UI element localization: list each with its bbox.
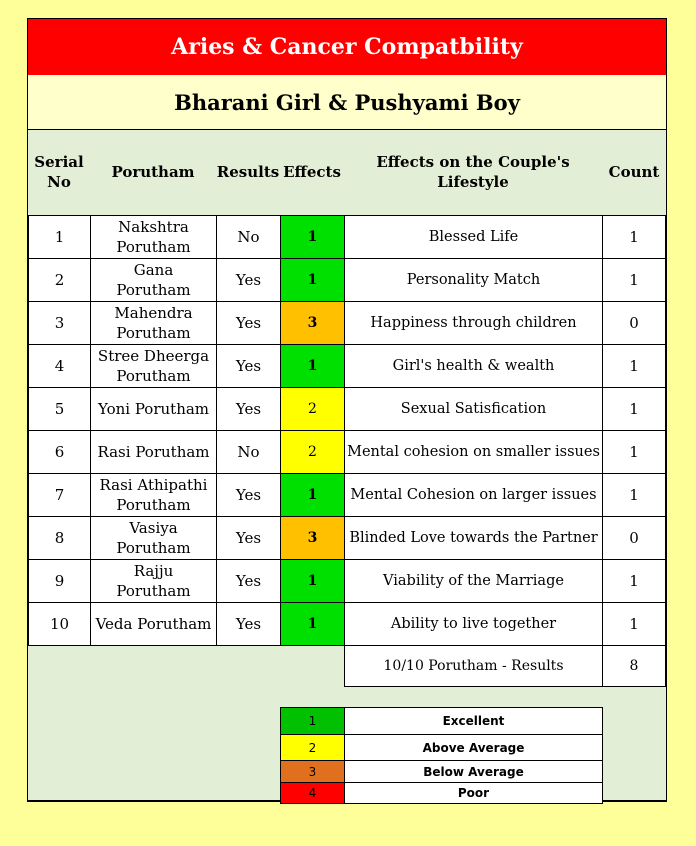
count-cell: 1 [602,559,666,603]
lifestyle-cell: Sexual Satisfication [344,387,603,431]
porutham-cell: Rasi Athipathi Porutham [90,473,217,517]
count-cell: 0 [602,301,666,345]
count-cell: 1 [602,344,666,388]
result-cell: Yes [216,301,281,345]
lifestyle-cell: Happiness through children [344,301,603,345]
lifestyle-cell: Mental Cohesion on larger issues [344,473,603,517]
compatibility-table [27,18,667,802]
porutham-cell: Nakshtra Porutham [90,215,217,259]
serial-cell: 2 [28,258,91,302]
count-cell: 1 [602,387,666,431]
serial-cell: 1 [28,215,91,259]
page-subtitle: Bharani Girl & Pushyami Boy [28,75,666,130]
effect-cell: 1 [280,215,345,259]
legend-label: Below Average [344,760,603,783]
effect-cell: 3 [280,301,345,345]
lifestyle-cell: Blessed Life [344,215,603,259]
result-cell: No [216,215,281,259]
porutham-cell: Rajju Porutham [90,559,217,603]
porutham-cell: Mahendra Porutham [90,301,217,345]
header-results: Results [216,163,280,181]
porutham-cell: Yoni Porutham [90,387,217,431]
lifestyle-cell: Personality Match [344,258,603,302]
effect-cell: 1 [280,344,345,388]
header-porutham: Porutham [111,163,195,181]
page-title: Aries & Cancer Compatbility [28,19,666,76]
serial-cell: 4 [28,344,91,388]
serial-cell: 8 [28,516,91,560]
count-cell: 1 [602,473,666,517]
result-cell: No [216,430,281,474]
result-cell: Yes [216,344,281,388]
total-count: 8 [602,645,666,687]
result-cell: Yes [216,387,281,431]
lifestyle-cell: Blinded Love towards the Partner [344,516,603,560]
effect-cell: 1 [280,602,345,646]
porutham-cell: Gana Porutham [90,258,217,302]
serial-cell: 6 [28,430,91,474]
serial-cell: 7 [28,473,91,517]
count-cell: 1 [602,430,666,474]
porutham-cell: Stree Dheerga Porutham [90,344,217,388]
result-cell: Yes [216,258,281,302]
header-lifestyle: Effects on the Couple's Lifestyle [376,153,570,191]
effect-cell: 1 [280,559,345,603]
effect-cell: 1 [280,258,345,302]
legend-value: 2 [280,734,345,761]
result-cell: Yes [216,473,281,517]
header-effects: Effects [283,163,341,181]
serial-cell: 9 [28,559,91,603]
count-cell: 1 [602,602,666,646]
serial-cell: 10 [28,602,91,646]
serial-cell: 3 [28,301,91,345]
effect-cell: 2 [280,430,345,474]
legend-value: 3 [280,760,345,783]
serial-cell: 5 [28,387,91,431]
legend-label: Poor [344,782,603,804]
lifestyle-cell: Mental cohesion on smaller issues [344,430,603,474]
effect-cell: 3 [280,516,345,560]
header-count: Count [608,163,660,181]
porutham-cell: Rasi Porutham [90,430,217,474]
porutham-cell: Vasiya Porutham [90,516,217,560]
lifestyle-cell: Ability to live together [344,602,603,646]
legend-label: Excellent [344,707,603,735]
count-cell: 1 [602,215,666,259]
result-cell: Yes [216,516,281,560]
result-cell: Yes [216,602,281,646]
result-cell: Yes [216,559,281,603]
legend-value: 4 [280,782,345,804]
effect-cell: 1 [280,473,345,517]
legend-label: Above Average [344,734,603,761]
header-serial: Serial No [34,153,84,191]
count-cell: 0 [602,516,666,560]
lifestyle-cell: Girl's health & wealth [344,344,603,388]
lifestyle-cell: Viability of the Marriage [344,559,603,603]
effect-cell: 2 [280,387,345,431]
total-label: 10/10 Porutham - Results [344,645,603,687]
count-cell: 1 [602,258,666,302]
legend-value: 1 [280,707,345,735]
porutham-cell: Veda Porutham [90,602,217,646]
